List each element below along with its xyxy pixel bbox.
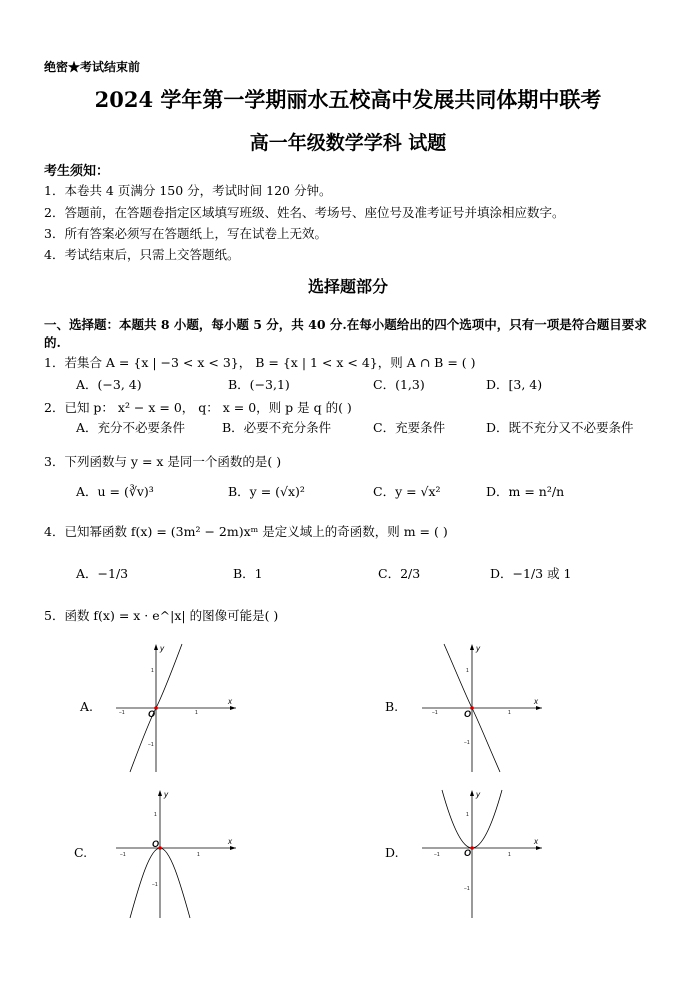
section-title: 选择题部分 xyxy=(307,277,388,296)
graph-option-d xyxy=(418,786,546,921)
q3-stem: 3．下列函数与 y = x 是同一个函数的是( ) xyxy=(44,454,282,469)
q2-option-a: A．充分不必要条件 xyxy=(76,420,186,435)
q4-option-a: A．−1/3 xyxy=(76,566,129,581)
q3-option-a: A．u = (∛v)³ xyxy=(76,484,154,499)
y-label: y xyxy=(476,790,480,799)
q5-option-a-label: A. xyxy=(80,699,94,714)
q5-option-c-label: C. xyxy=(74,845,88,860)
q2-option-b: B．必要不充分条件 xyxy=(222,420,332,435)
q5-stem: 5．函数 f(x) = x · e^|x| 的图像可能是( ) xyxy=(44,608,279,623)
y-axis-arrow xyxy=(470,644,474,650)
origin-label: O xyxy=(148,709,156,719)
tick-label: 1 xyxy=(154,812,157,818)
tick-label: 1 xyxy=(466,668,469,674)
x-axis-arrow xyxy=(536,846,542,850)
q1-option-c: C．(1,3) xyxy=(373,377,425,392)
tick-label: 1 xyxy=(508,710,511,716)
y-label: y xyxy=(476,644,480,653)
origin-label: O xyxy=(464,848,472,858)
tick-label: −1 xyxy=(464,740,470,746)
tick-label: 1 xyxy=(508,852,511,858)
q1-stem: 1．若集合 A = {x | −3 < x < 3}， B = {x | 1 < x < 4}，则 A ∩ B = ( ) xyxy=(44,355,476,370)
q5-option-b-label: B. xyxy=(385,699,399,714)
tick-label: −1 xyxy=(432,710,438,716)
y-axis-arrow xyxy=(158,790,162,796)
confidential-mark: 绝密★考试结束前 xyxy=(44,60,141,74)
tick-label: −1 xyxy=(434,852,440,858)
x-label: x xyxy=(534,837,538,846)
origin-label: O xyxy=(464,709,472,719)
notice-item: 2．答题前，在答题卷指定区域填写班级、姓名、考场号、座位号及准考证号并填涂相应数字。 xyxy=(44,205,565,220)
notice-heading: 考生须知： xyxy=(44,164,110,179)
q4-option-b: B．1 xyxy=(233,566,263,581)
notice-item: 1．本卷共 4 页满分 150 分，考试时间 120 分钟。 xyxy=(44,183,332,198)
q2-option-d: D．既不充分又不必要条件 xyxy=(486,420,634,435)
tick-label: −1 xyxy=(152,882,158,888)
graph-option-a xyxy=(112,640,240,775)
q4-option-d: D．−1/3 或 1 xyxy=(490,566,572,581)
part-instructions: 一、选择题：本题共 8 小题，每小题 5 分，共 40 分.在每小题给出的四个选项中，只有一项是符合题目要求的. xyxy=(44,317,647,350)
x-axis-arrow xyxy=(230,846,236,850)
notice-item: 3．所有答案必须写在答题纸上，写在试卷上无效。 xyxy=(44,226,327,241)
x-axis-arrow xyxy=(230,706,236,710)
q4-stem: 4．已知幂函数 f(x) = (3m² − 2m)xᵐ 是定义域上的奇函数，则 m = ( ) xyxy=(44,524,448,539)
tick-label: −1 xyxy=(119,710,125,716)
y-label: y xyxy=(160,644,164,653)
tick-label: −1 xyxy=(120,852,126,858)
notice-item: 4．考试结束后，只需上交答题纸。 xyxy=(44,247,240,262)
x-label: x xyxy=(228,837,232,846)
tick-label: −1 xyxy=(464,886,470,892)
x-label: x xyxy=(534,697,538,706)
q3-option-c: C．y = √x² xyxy=(373,484,441,499)
graph-option-c xyxy=(112,786,240,921)
origin-label: O xyxy=(152,839,160,849)
tick-label: 1 xyxy=(151,668,154,674)
tick-label: −1 xyxy=(148,742,154,748)
q1-option-a: A．(−3, 4) xyxy=(76,377,142,392)
q3-option-d: D．m = n²/n xyxy=(486,484,565,499)
tick-label: 1 xyxy=(195,710,198,716)
y-axis-arrow xyxy=(154,644,158,650)
q3-option-b: B．y = (√x)² xyxy=(228,484,305,499)
tick-label: 1 xyxy=(197,852,200,858)
exam-title: 2024 学年第一学期丽水五校高中发展共同体期中联考 xyxy=(94,87,602,112)
q2-stem: 2．已知 p： x² − x = 0， q： x = 0，则 p 是 q 的( ) xyxy=(44,400,352,415)
q5-option-d-label: D. xyxy=(385,845,399,860)
q2-option-c: C．充要条件 xyxy=(373,420,446,435)
exam-subtitle: 高一年级数学学科 试题 xyxy=(249,132,447,154)
y-label: y xyxy=(164,790,168,799)
q1-option-b: B．(−3,1) xyxy=(228,377,290,392)
q4-option-c: C．2/3 xyxy=(378,566,421,581)
tick-label: 1 xyxy=(466,812,469,818)
q1-option-d: D．[3, 4) xyxy=(486,377,543,392)
graph-option-b xyxy=(418,640,546,775)
y-axis-arrow xyxy=(470,790,474,796)
x-label: x xyxy=(228,697,232,706)
x-axis-arrow xyxy=(536,706,542,710)
